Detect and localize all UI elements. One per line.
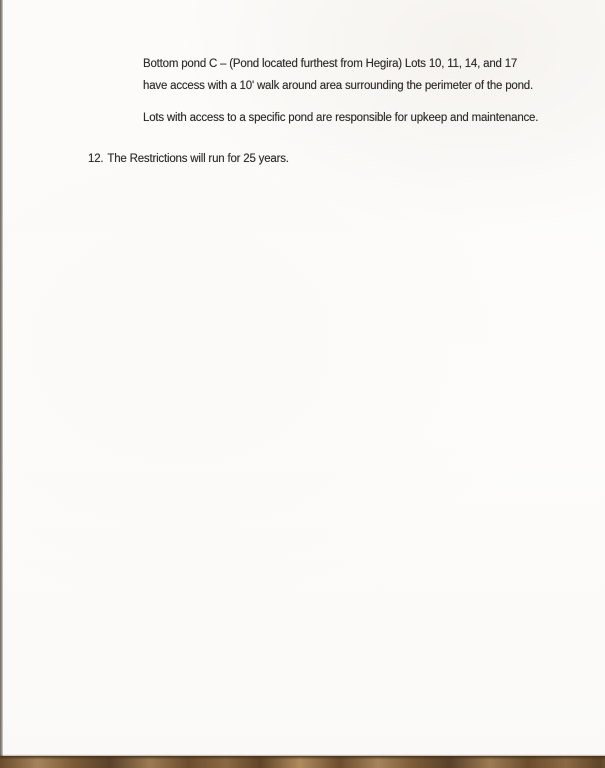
paragraph-upkeep-maintenance: Lots with access to a specific pond are responsible for upkeep and maintenance.	[143, 112, 539, 124]
list-item-12	[88, 148, 428, 170]
paragraph-line: have access with a 10' walk around area surrounding the perimeter of the pond.	[143, 80, 533, 92]
paragraph-bottom-pond-c	[143, 53, 563, 97]
list-item-number: 12.	[88, 153, 104, 165]
page-left-edge-shadow	[0, 0, 3, 765]
wood-table-surface	[0, 756, 605, 768]
list-item-text: The Restrictions will run for 25 years.	[107, 153, 289, 165]
paragraph-line: Bottom pond C – (Pond located furthest from Hegira) Lots 10, 11, 14, and 17	[143, 58, 518, 70]
